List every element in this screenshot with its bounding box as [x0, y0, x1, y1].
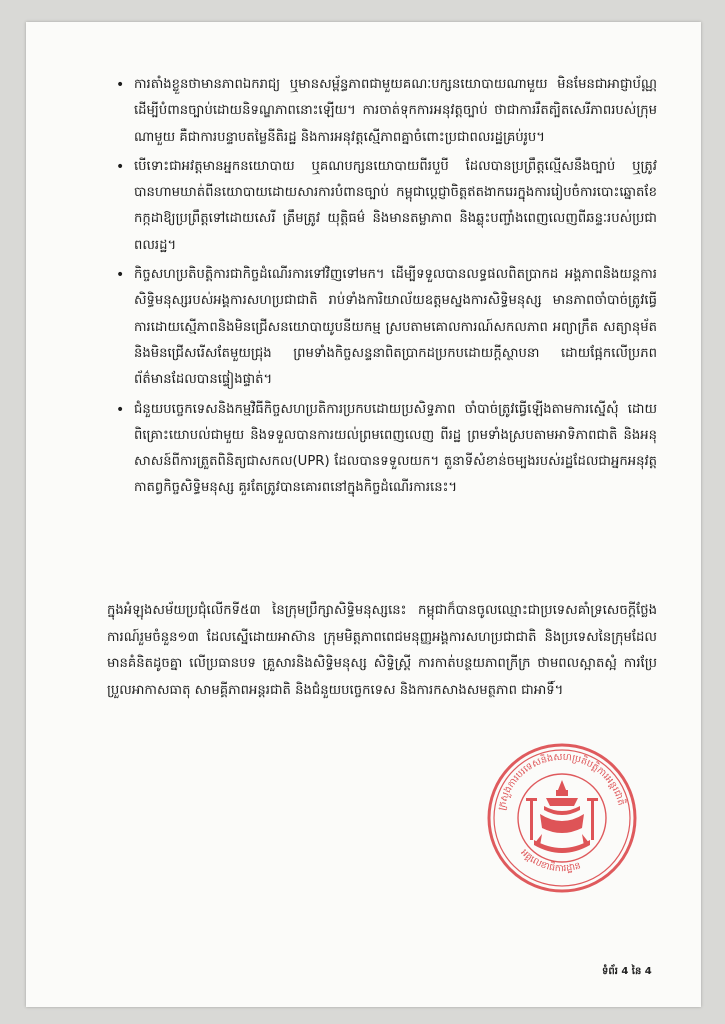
- page-number: ទំព័រ 4 នៃ 4: [602, 966, 652, 977]
- official-seal-stamp: [484, 740, 640, 896]
- bullet-text: កិច្ចសហប្រតិបត្តិការជាកិច្ចដំណើរការទៅវិញទៅមក។ ដើម្បីទទួលបានលទ្ធផលពិតប្រាកដ អង្គភាពនិងយន្តការសិទ្ធិមនុស្សរបស់អង្គការសហប្រជាជាតិ រាប់ទាំងការិយាល័យឧត្តមស្នងការសិទ្ធិមនុស្ស មានភាពចាំបាច់ត្រូវធ្វើការដោយស្មើភាពនិងមិនជ្រើសនយោបាយូបនីយកម្ម ស្របតាមគោលការណ៍សកលភាព អព្យាក្រឹត សត្យានុម័ត និងមិនជ្រើសរើសតែមួយជ្រុង ព្រមទាំងកិច្ចសន្ទនាពិតប្រាកដប្រកបដោយក្តីស្ថាបនា ដោយផ្អែកលើប្រភពព័ត៌មានដែលបានផ្ទៀងផ្ទាត់។: [134, 267, 657, 388]
- royal-emblem-icon: [526, 780, 598, 853]
- closing-paragraph: ក្នុងអំឡុងសម័យប្រជុំលើកទី៥៣ នៃក្រុមប្រឹក្សាសិទ្ធិមនុស្សនេះ កម្ពុជាក៏បានចូលឈ្មោះជាប្រទេសគាំទ្រសេចក្តីថ្លែងការណ៍រួមចំនួន១៣ ដែលស្នើដោយអាស៊ាន ក្រុមមិត្តភាពពេជមនុញ្ញអង្គការសហប្រជាជាតិ និងប្រទេសនៃក្រុមដែលមានគំនិតដូចគ្នា លើប្រធានបទ គ្រួសារនិងសិទ្ធិមនុស្ស សិទ្ធិស្ត្រី ការកាត់បន្ថយភាពក្រីក្រ ថាមពលស្អាតស្អំ ការប្រែប្រួលអាកាសធាតុ សាមគ្គីភាពអន្តរជាតិ និងជំនួយបច្ចេកទេស និងការកសាងសមត្ថភាព ជាអាទិ៍។: [107, 603, 657, 698]
- bullet-icon: •: [116, 158, 125, 175]
- seal-top-text: ក្រសួងការបរទេសនិងសហប្រតិបត្តិការអន្តរជាតិ: [496, 751, 627, 812]
- list-item: [112, 262, 657, 393]
- bullet-text: ការតាំងខ្លួនថាមានភាពឯករាជ្យ ឬមានសម្ព័ន្ធភាពជាមួយគណៈបក្សនយោបាយណាមួយ មិនមែនជាអាជ្ញាប័ណ្ណដើម្បីបំពានច្បាប់ដោយនិទណ្ឌភាពនោះឡើយ។ ការចាត់ទុកការអនុវត្តច្បាប់ ថាជាការរឹតត្បិតសេរីភាពរបស់ក្រុមណាមួយ គឺជាការបន្ទាបតម្លៃនីតិរដ្ឋ និងការអនុវត្តស្មើភាពគ្នាចំពោះប្រជាពលរដ្ឋគ្រប់រូប។: [134, 77, 657, 145]
- list-item: [112, 397, 657, 502]
- list-item: [112, 154, 657, 259]
- seal-bottom-text: អគ្គលេខាធិការដ្ឋាន: [518, 847, 583, 875]
- bullet-text: ជំនួយបច្ចេកទេសនិងកម្មវិធីកិច្ចសហប្រតិការប្រកបដោយប្រសិទ្ធភាព ចាំបាច់ត្រូវធ្វើឡើងតាមការស្នើសុំ ដោយពិគ្រោះយោបល់ជាមួយ និងទទួលបានការយល់ព្រមពេញលេញ ពីរដ្ឋ ព្រមទាំងស្របតាមអាទិភាពជាតិ និងអនុសាសន៍ពីការត្រួតពិនិត្យជាសកល(UPR) ដែលបានទទួលយក។ តួនាទីសំខាន់ចម្បងរបស់រដ្ឋដែលជាអ្នកអនុវត្តកាតព្វកិច្ចសិទ្ធិមនុស្ស គួរតែត្រូវបានគោរពនៅក្នុងកិច្ចដំណើរការនេះ។: [134, 401, 657, 496]
- bullet-icon: •: [116, 267, 125, 284]
- bullet-icon: •: [116, 401, 125, 418]
- bullet-icon: •: [116, 77, 125, 93]
- list-item: [112, 72, 657, 151]
- bullet-text: បើទោះជាអវត្តមានអ្នកនយោបាយ ឬគណបក្សនយោបាយពីរបួបី ដែលបានប្រព្រឹត្តល្មើសនឹងច្បាប់ ឬត្រូវបានហាមឃាត់ពីនយោបាយដោយសារការបំពានច្បាប់ កម្ពុជាប្ដេជ្ញាចិត្តឥតងាករេរក្នុងការរៀបចំការបោះឆ្នោតខែកក្កដាឱ្យប្រព្រឹត្តទៅដោយសេរី ត្រឹមត្រូវ យុត្តិធម៌ និងមានតម្លាភាព និងឆ្លុះបញ្ចាំងពេញលេញពីឆន្ទៈរបស់ប្រជាពលរដ្ឋ។: [134, 158, 657, 253]
- bullet-list: [112, 72, 657, 505]
